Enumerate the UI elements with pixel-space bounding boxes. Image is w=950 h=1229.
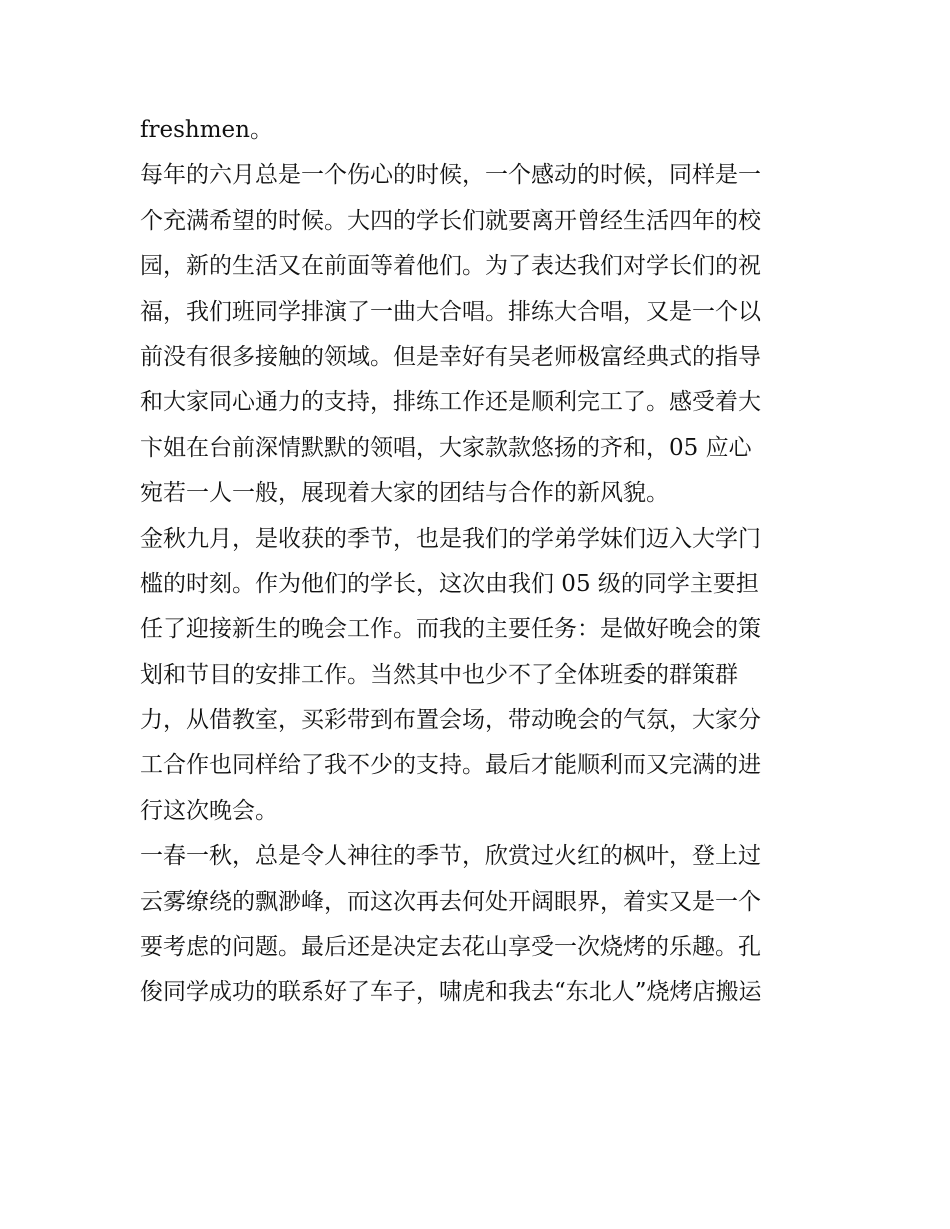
text-line: 任了迎接新生的晚会工作。而我的主要任务：是做好晚会的策	[140, 616, 761, 643]
text-line: 工合作也同样给了我不少的支持。最后才能顺利而又完满的进	[140, 752, 761, 779]
text-line: 俊同学成功的联系好了车子，啸虎和我去“东北人”烧烤店搬运	[140, 979, 762, 1006]
text-line: 要考虑的问题。最后还是决定去花山享受一次烧烤的乐趣。孔	[140, 934, 761, 961]
text-line: 前没有很多接触的领域。但是幸好有吴老师极富经典式的指导	[140, 343, 761, 370]
text-line: 福，我们班同学排演了一曲大合唱。排练大合唱，又是一个以	[140, 298, 761, 325]
text-line: 个充满希望的时候。大四的学长们就要离开曾经生活四年的校	[140, 207, 761, 234]
text-line: 园，新的生活又在前面等着他们。为了表达我们对学长们的祝	[140, 253, 761, 280]
text-line: freshmen。	[140, 117, 273, 143]
text-line: 卞姐在台前深情默默的领唱，大家款款悠扬的齐和，05 应心	[140, 434, 752, 461]
text-line: 槛的时刻。作为他们的学长，这次由我们 05 级的同学主要担	[140, 570, 759, 597]
text-line: 云雾缭绕的飘渺峰，而这次再去何处开阔眼界，着实又是一个	[140, 888, 761, 915]
text-line: 一春一秋，总是令人神往的季节，欣赏过火红的枫叶，登上过	[140, 843, 761, 870]
text-line: 和大家同心通力的支持，排练工作还是顺利完工了。感受着大	[140, 389, 761, 416]
text-line: 划和节目的安排工作。当然其中也少不了全体班委的群策群	[140, 661, 738, 688]
text-line: 宛若一人一般，展现着大家的团结与合作的新风貌。	[140, 480, 669, 507]
text-line: 金秋九月，是收获的季节，也是我们的学弟学妹们迈入大学门	[140, 525, 761, 552]
document-body	[140, 108, 820, 1016]
text-line: 每年的六月总是一个伤心的时候，一个感动的时候，同样是一	[140, 162, 761, 189]
text-line: 力，从借教室，买彩带到布置会场，带动晚会的气氛，大家分	[140, 707, 761, 734]
text-line: 行这次晚会。	[140, 797, 278, 824]
